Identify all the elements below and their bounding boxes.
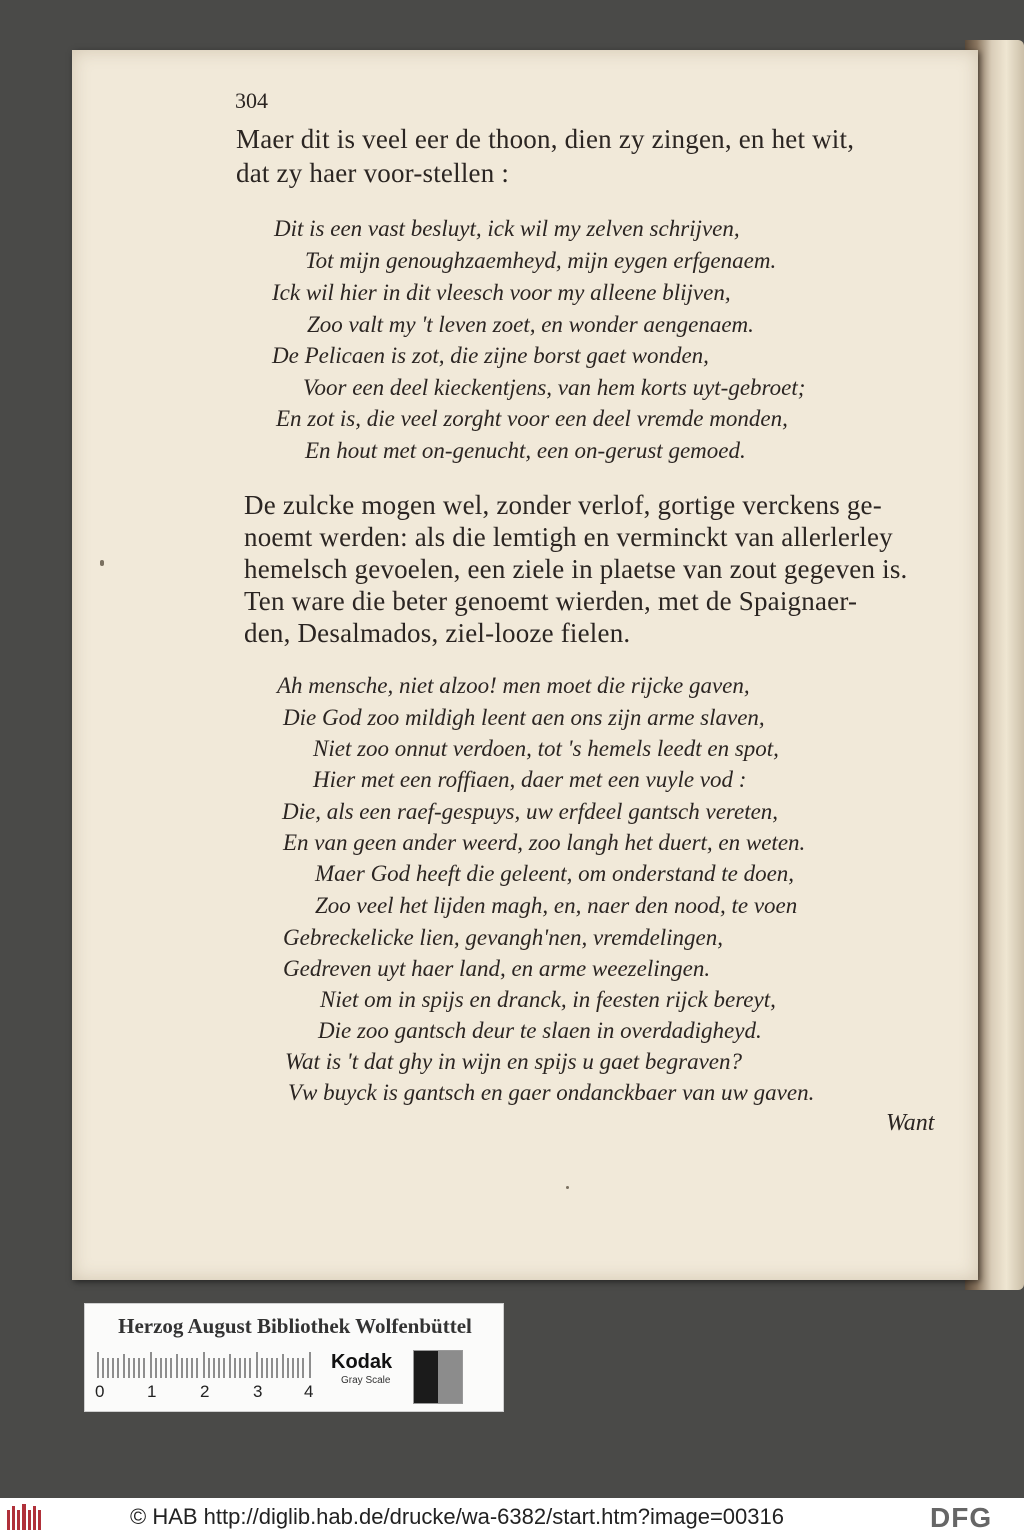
poem1-line: Voor een deel kieckentjens, van hem korts uyt-gebroet; — [303, 375, 806, 400]
copyright-url[interactable]: © HAB http://diglib.hab.de/drucke/wa-6382/start.htm?image=00316 — [130, 1504, 784, 1529]
paper-speck — [566, 1186, 569, 1189]
kodak-gray-scale-label: Gray Scale — [341, 1375, 391, 1386]
poem1-line: Zoo valt my 't leven zoet, en wonder aengenaem. — [307, 312, 754, 337]
poem1-line: Ick wil hier in dit vleesch voor my alleene blijven, — [272, 280, 731, 305]
paper-speck — [100, 560, 104, 566]
ruler-number: 3 — [253, 1382, 263, 1401]
poem2-line: Niet zoo onnut verdoen, tot 's hemels leedt en spot, — [313, 736, 779, 761]
page-number: 304 — [235, 88, 268, 113]
poem1-line: En hout met on-genucht, een on-gerust gemoed. — [305, 438, 746, 463]
poem1-line: De Pelicaen is zot, die zijne borst gaet wonden, — [272, 343, 709, 368]
paragraph1-line: dat zy haer voor-stellen : — [236, 158, 510, 188]
poem1-line: En zot is, die veel zorght voor een deel vremde monden, — [276, 406, 788, 431]
poem2-line: Gedreven uyt haer land, en arme weezelingen. — [283, 956, 711, 981]
dfg-logo: DFG — [930, 1502, 993, 1533]
footer-bar — [0, 1498, 1024, 1537]
poem2-line: Gebreckelicke lien, gevangh'nen, vremdelingen, — [283, 925, 724, 950]
hab-logo-icon — [6, 1504, 44, 1531]
ruler-number: 4 — [304, 1382, 314, 1401]
paragraph2-line: den, Desalmados, ziel-looze fielen. — [244, 618, 631, 648]
poem2-line: Ah mensche, niet alzoo! men moet die rijcke gaven, — [277, 673, 750, 698]
library-name: Herzog August Bibliothek Wolfenbüttel — [118, 1314, 472, 1338]
poem1-line: Tot mijn genoughzaemheyd, mijn eygen erfgenaem. — [305, 248, 777, 273]
poem2-line: Die God zoo mildigh leent aen ons zijn arme slaven, — [283, 705, 765, 730]
ruler-number: 1 — [147, 1382, 157, 1401]
catchword: Want — [886, 1110, 935, 1136]
poem2-line: Zoo veel het lijden magh, en, naer den nood, te voen — [315, 893, 798, 918]
poem2-line: En van geen ander weerd, zoo langh het duert, en weten. — [283, 830, 806, 855]
paragraph2-line: De zulcke mogen wel, zonder verlof, gortige verckens ge- — [244, 490, 882, 520]
poem2-line: Niet om in spijs en dranck, in feesten rijck bereyt, — [320, 987, 776, 1012]
library-card — [84, 1303, 504, 1412]
poem2-line: Die zoo gantsch deur te slaen in overdadigheyd. — [318, 1018, 762, 1043]
paragraph2-line: Ten ware die beter genoemt wierden, met de Spaignaer- — [244, 586, 858, 616]
scale-ruler — [97, 1350, 312, 1380]
kodak-logo: Kodak — [331, 1351, 393, 1373]
gray-scale-patch — [413, 1350, 463, 1404]
ruler-number: 0 — [95, 1382, 105, 1401]
paragraph2-line: hemelsch gevoelen, een ziele in plaetse van zout gegeven is. — [244, 554, 908, 584]
paragraph2-line: noemt werden: als die lemtigh en verminckt van allerlerley — [244, 522, 893, 552]
paragraph1-line: Maer dit is veel eer de thoon, dien zy zingen, en het wit, — [236, 124, 855, 154]
poem2-line: Maer God heeft die geleent, om onderstand te doen, — [315, 861, 795, 886]
ruler-number: 2 — [200, 1382, 210, 1401]
poem2-line: Wat is 't dat ghy in wijn en spijs u gaet begraven? — [285, 1049, 743, 1074]
poem2-line: Vw buyck is gantsch en gaer ondanckbaer van uw gaven. — [288, 1080, 815, 1105]
poem1-line: Dit is een vast besluyt, ick wil my zelven schrijven, — [274, 216, 740, 241]
poem2-line: Die, als een raef-gespuys, uw erfdeel gantsch vereten, — [282, 799, 779, 824]
poem2-line: Hier met een roffiaen, daer met een vuyle vod : — [313, 767, 747, 792]
